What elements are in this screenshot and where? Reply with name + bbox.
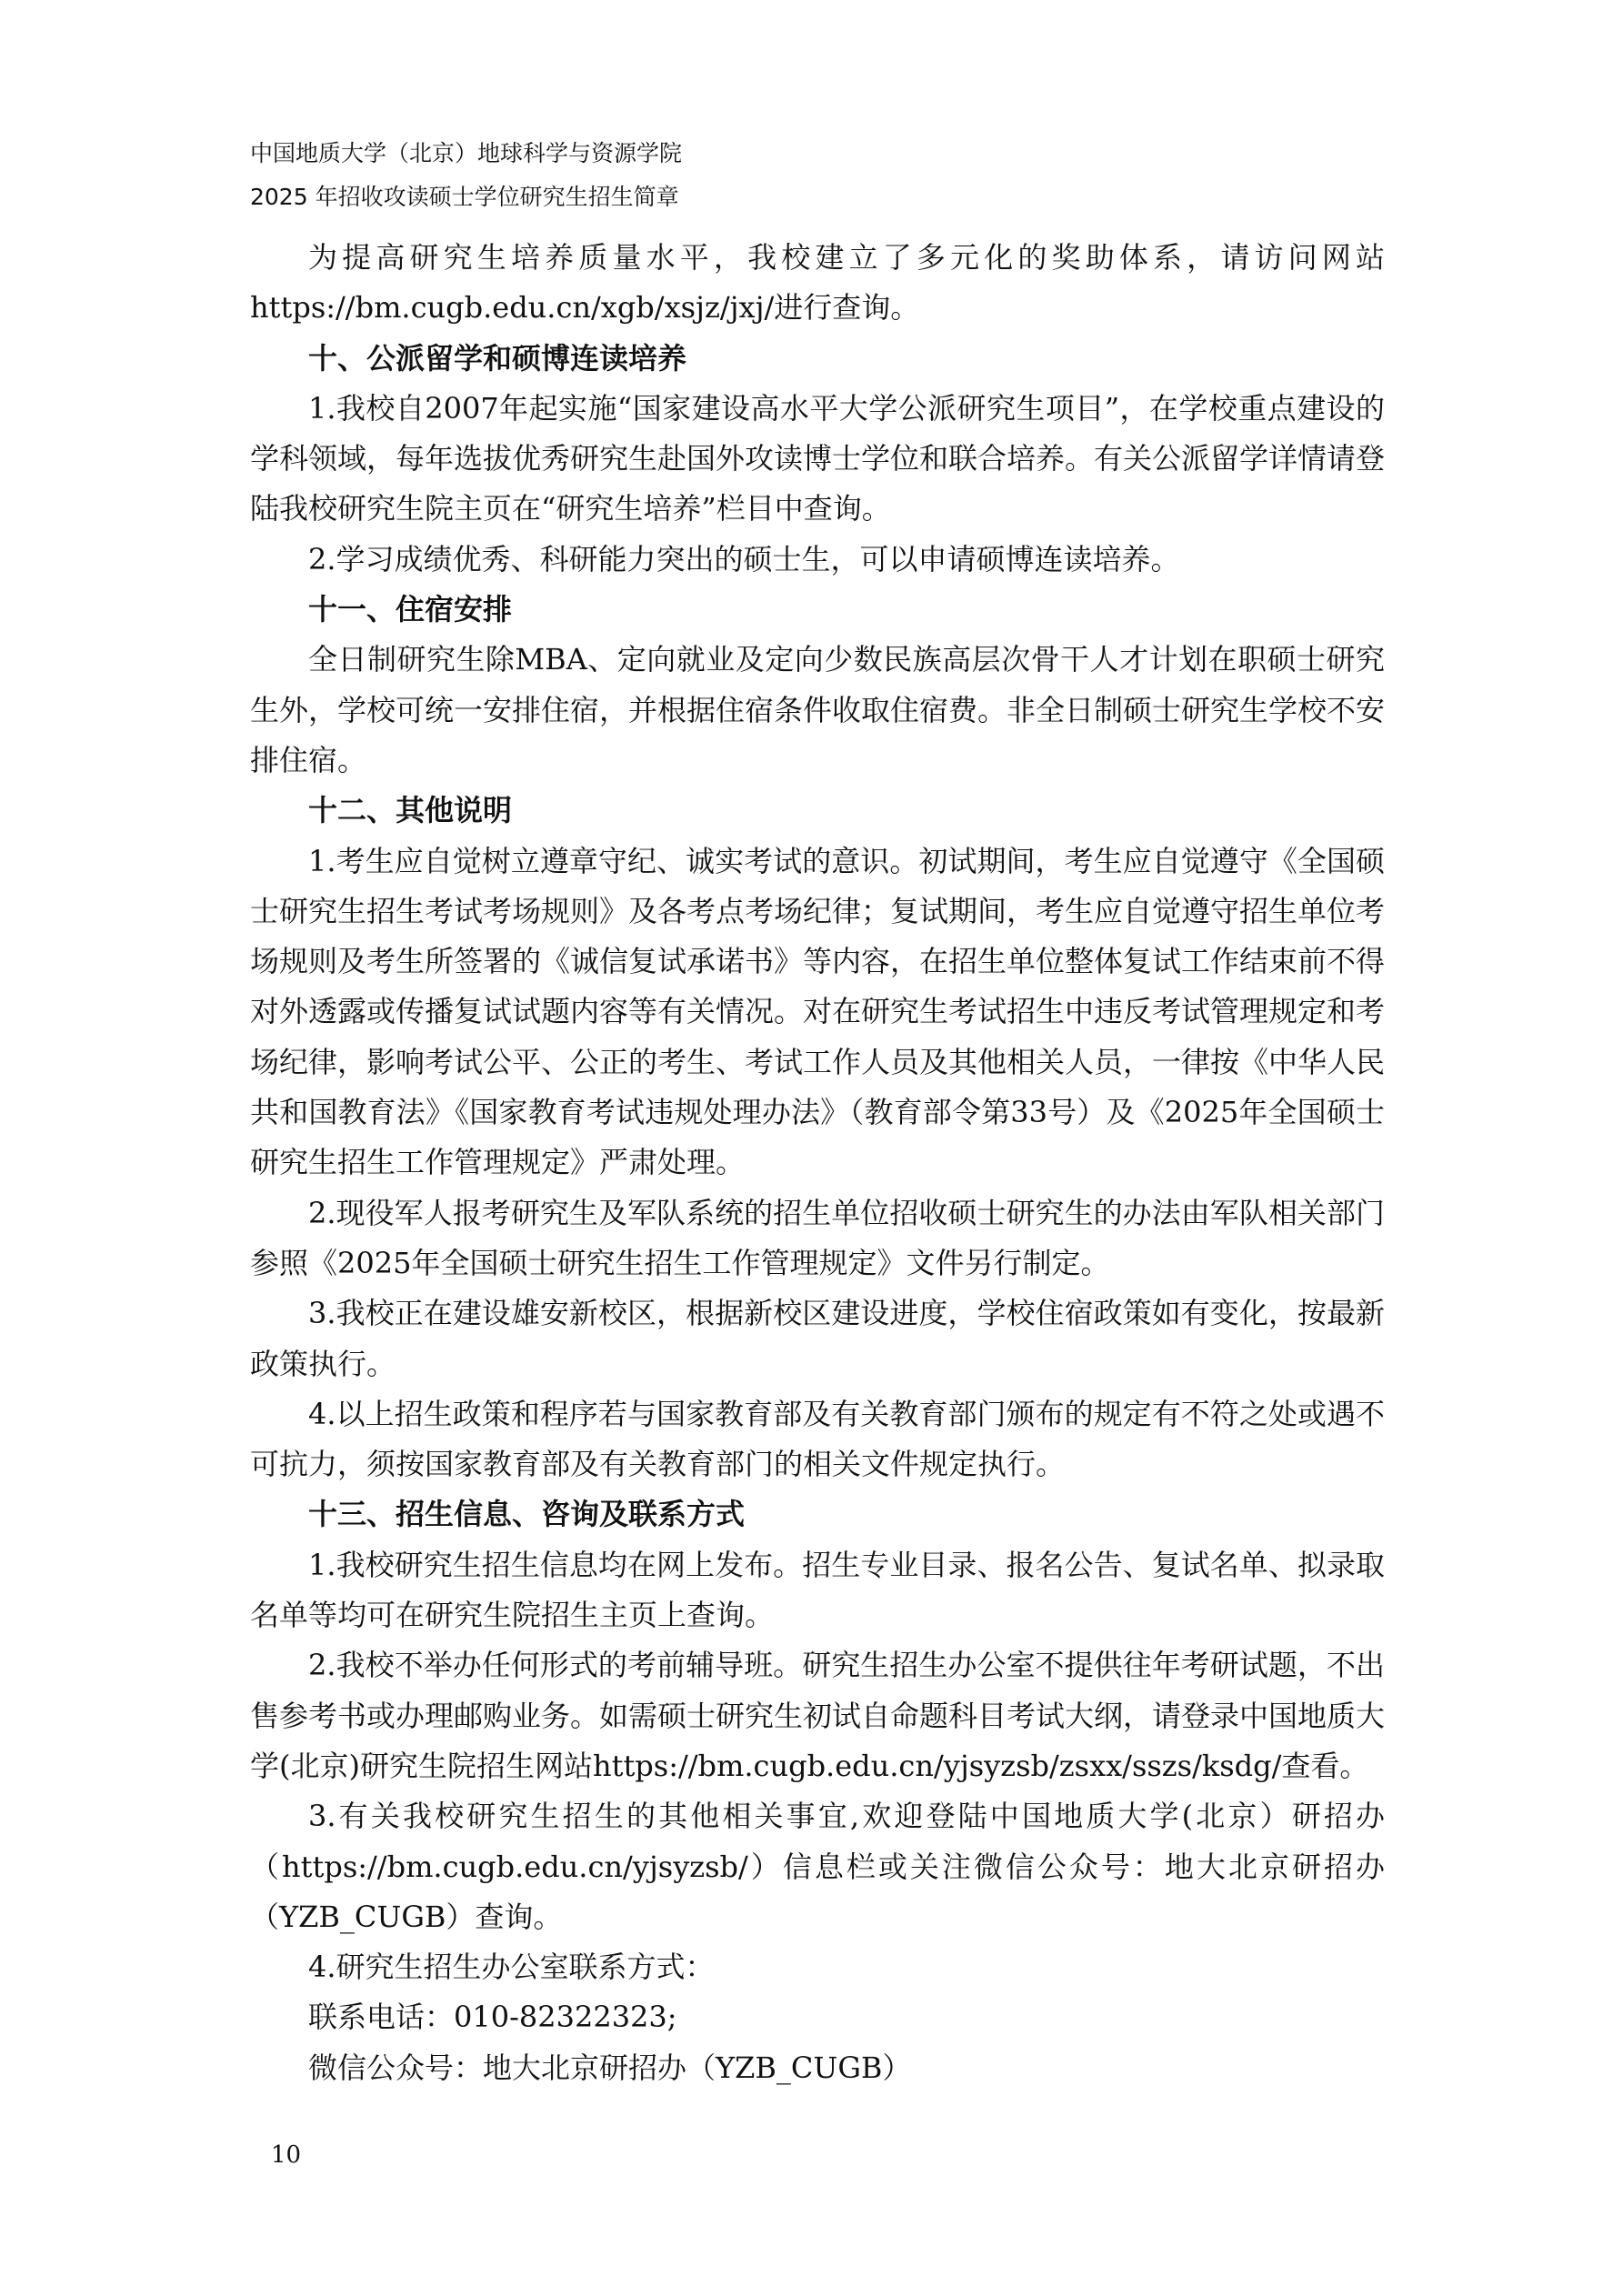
paragraph-11-1: 全日制研究生除MBA、定向就业及定向少数民族高层次骨干人才计划在职硕士研究生外，学校可统一安排住宿，并根据住宿条件收取住宿费。非全日制硕士研究生学校不安排住宿。 bbox=[250, 642, 1386, 777]
page-number: 10 bbox=[271, 2141, 302, 2169]
paragraph-13-4: 4.研究生招生办公室联系方式： bbox=[308, 1950, 715, 1985]
header-institution: 中国地质大学（北京）地球科学与资源学院 bbox=[250, 140, 683, 166]
paragraph-10-2: 2.学习成绩优秀、科研能力突出的硕士生，可以申请硕博连读培养。 bbox=[308, 541, 1180, 577]
contact-wechat: 微信公众号：地大北京研招办（YZB_CUGB） bbox=[308, 2050, 912, 2085]
paragraph-12-3: 3.我校正在建设雄安新校区，根据新校区建设进度，学校住宿政策如有变化，按最新政策执行。 bbox=[250, 1296, 1385, 1381]
section-heading-11: 十一、住宿安排 bbox=[308, 592, 513, 627]
paragraph-13-2: 2.我校不举办任何形式的考前辅导班。研究生招生办公室不提供往年考研试题，不出售参考书或办理邮购业务。如需硕士研究生初试自命题科目考试大纲，请登录中国地质大学(北京)研究生院招生网站https://bm.cugb.edu.cn/yjsyzsb/zsxx/sszs/ksdg/查看。 bbox=[250, 1648, 1386, 1783]
paragraph-12-2: 2.现役军人报考研究生及军队系统的招生单位招收硕士研究生的办法由军队相关部门参照《2025年全国硕士研究生招生工作管理规定》文件另行制定。 bbox=[250, 1195, 1385, 1280]
contact-phone: 联系电话：010-82322323; bbox=[308, 2000, 677, 2035]
document-header bbox=[250, 132, 1432, 219]
section-heading-12: 十二、其他说明 bbox=[308, 793, 513, 828]
paragraph-12-1: 1.考生应自觉树立遵章守纪、诚实考试的意识。初试期间，考生应自觉遵守《全国硕士研究生招生考试考场规则》及各考点考场纪律；复试期间，考生应自觉遵守招生单位考场规则及考生所签署的《诚信复试承诺书》等内容，在招生单位整体复试工作结束前不得对外透露或传播复试试题内容等有关情况。对在研究生考试招生中违反考试管理规定和考场纪律，影响考试公平、公正的考生、考试工作人员及其他相关人员，一律按《中华人民共和国教育法》《国家教育考试违规处理办法》（教育部令第33号）及《2025年全国硕士研究生招生工作管理规定》严肃处理。 bbox=[250, 843, 1386, 1180]
section-heading-13: 十三、招生信息、咨询及联系方式 bbox=[308, 1497, 746, 1532]
paragraph-13-1: 1.我校研究生招生信息均在网上发布。招生专业目录、报名公告、复试名单、拟录取名单等均可在研究生院招生主页上查询。 bbox=[250, 1547, 1385, 1633]
section-heading-10: 十、公派留学和硕博连读培养 bbox=[308, 340, 687, 376]
paragraph-intro: 为提高研究生培养质量水平，我校建立了多元化的奖助体系，请访问网站https://bm.cugb.edu.cn/xgb/xsjz/jxj/进行查询。 bbox=[250, 240, 1385, 326]
document-body bbox=[250, 233, 1385, 2093]
paragraph-10-1: 1.我校自2007年起实施“国家建设高水平大学公派研究生项目”，在学校重点建设的学科领域，每年选拔优秀研究生赴国外攻读博士学位和联合培养。有关公派留学详情请登陆我校研究生院主页在“研究生培养”栏目中查询。 bbox=[250, 390, 1386, 526]
paragraph-13-3: 3.有关我校研究生招生的其他相关事宜,欢迎登陆中国地质大学(北京）研招办（https://bm.cugb.edu.cn/yjsyzsb/）信息栏或关注微信公众号：地大北京研招办（YZB_CUGB）查询。 bbox=[250, 1799, 1385, 1934]
header-title: 2025 年招收攻读硕士学位研究生招生简章 bbox=[250, 184, 679, 210]
paragraph-12-4: 4.以上招生政策和程序若与国家教育部及有关教育部门颁布的规定有不符之处或遇不可抗力，须按国家教育部及有关教育部门的相关文件规定执行。 bbox=[250, 1396, 1385, 1482]
